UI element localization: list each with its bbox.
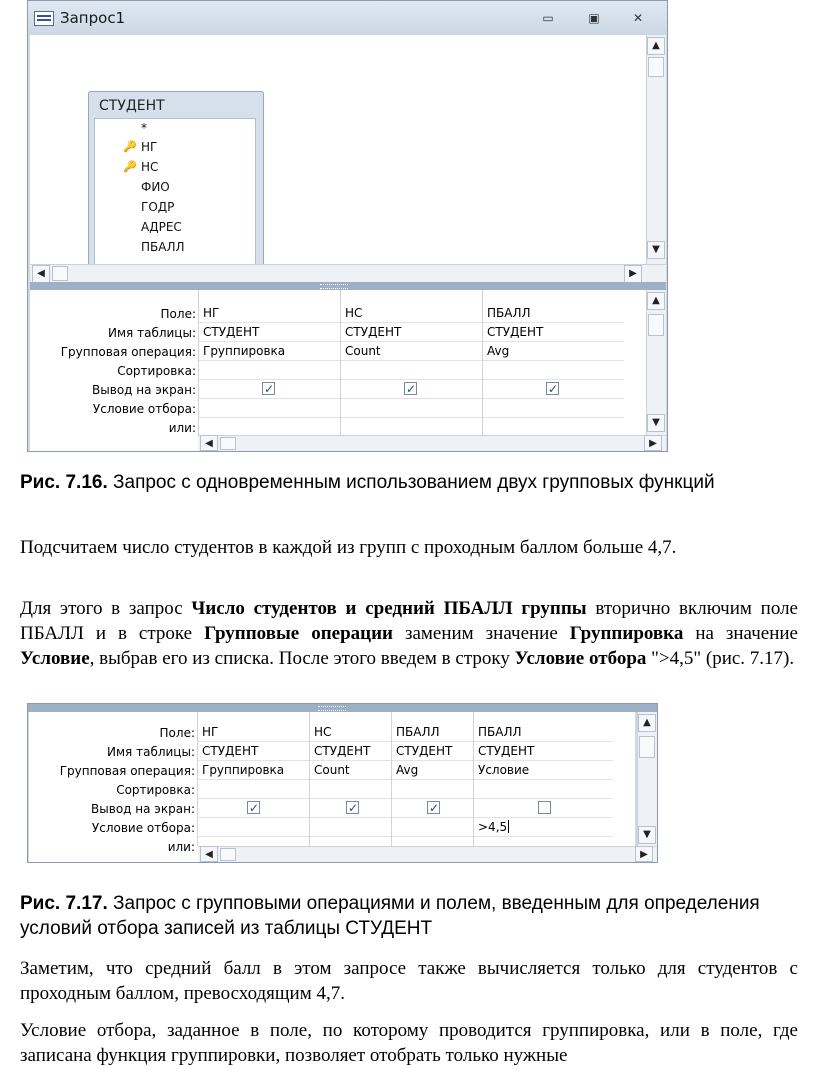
scroll-left-icon[interactable]: ◀	[200, 435, 218, 451]
paragraph	[20, 596, 798, 671]
key-icon: 🔑	[123, 160, 137, 173]
title-bar[interactable]	[28, 1, 667, 35]
row-label-show: Вывод на экран:	[92, 383, 196, 397]
cell-field[interactable]: ПБАЛЛ	[474, 723, 613, 742]
cell-criteria[interactable]	[198, 818, 309, 837]
field-item[interactable]: ГОДР	[141, 200, 175, 214]
show-checkbox[interactable]	[538, 801, 551, 814]
table-student[interactable]	[88, 91, 264, 271]
scroll-thumb[interactable]	[639, 736, 655, 758]
grid-column[interactable]	[473, 712, 613, 846]
table-design-area[interactable]	[30, 35, 646, 264]
cell-show	[483, 380, 624, 399]
grid-vertical-scrollbar[interactable]	[637, 712, 657, 846]
cell-sort[interactable]	[392, 780, 473, 799]
cell-field[interactable]: НС	[341, 304, 482, 323]
scroll-right-icon[interactable]: ▶	[644, 435, 662, 451]
cell-table[interactable]: СТУДЕНТ	[474, 742, 613, 761]
criteria-value[interactable]: >4,5	[478, 820, 508, 834]
row-label-sort: Сортировка:	[117, 364, 196, 378]
scroll-left-icon[interactable]: ◀	[200, 846, 218, 862]
cell-table[interactable]: СТУДЕНТ	[199, 323, 340, 342]
cell-sort[interactable]	[483, 361, 624, 380]
text-run: на значение	[683, 623, 798, 644]
show-checkbox[interactable]	[247, 801, 260, 814]
field-item[interactable]: ПБАЛЛ	[141, 240, 185, 254]
caption-number: Рис. 7.17.	[20, 893, 108, 914]
cell-show	[310, 799, 391, 818]
cell-field[interactable]: НС	[310, 723, 391, 742]
scroll-up-icon[interactable]: ▲	[647, 292, 665, 310]
text-run-bold: Условие	[20, 648, 90, 669]
row-label-group: Групповая операция:	[59, 764, 195, 778]
field-item[interactable]: ФИО	[141, 180, 170, 194]
cell-show	[341, 380, 482, 399]
scroll-thumb[interactable]	[52, 266, 68, 281]
text-cursor	[508, 820, 509, 833]
figure-caption-7-16	[20, 470, 800, 495]
cell-field[interactable]: НГ	[198, 723, 309, 742]
text-run-bold: Группировка	[569, 623, 684, 644]
cell-sort[interactable]	[199, 361, 340, 380]
row-label-table: Имя таблицы:	[108, 326, 196, 340]
scroll-up-icon[interactable]: ▲	[638, 714, 656, 732]
cell-show	[474, 799, 613, 818]
key-icon: 🔑	[123, 140, 137, 153]
text-run: Для этого в запрос	[20, 598, 192, 619]
field-item[interactable]: НС	[141, 160, 159, 174]
close-button[interactable]: ✕	[632, 11, 644, 25]
row-label-or: или:	[168, 421, 196, 435]
caption-text: Запрос с одновременным использованием двух групповых функций	[107, 472, 715, 493]
row-label-group: Групповая операция:	[60, 345, 196, 359]
scroll-left-icon[interactable]: ◀	[32, 265, 50, 283]
grid-column[interactable]	[309, 712, 391, 846]
row-label-sort: Сортировка:	[116, 783, 195, 797]
text-run-bold: Групповые операции	[204, 623, 393, 644]
grid-horizontal-scrollbar[interactable]	[198, 435, 666, 451]
cell-table[interactable]: СТУДЕНТ	[198, 742, 309, 761]
grid-row-labels	[29, 712, 195, 862]
text-run: ">4,5" (рис. 7.17).	[646, 648, 795, 669]
scroll-thumb[interactable]	[648, 57, 664, 77]
scroll-up-icon[interactable]: ▲	[647, 37, 665, 55]
cell-table[interactable]: СТУДЕНТ	[392, 742, 473, 761]
grid-vertical-scrollbar[interactable]	[646, 290, 666, 435]
scroll-down-icon[interactable]: ▼	[647, 414, 665, 432]
qbe-grid-window	[27, 703, 658, 863]
row-label-criteria: Условие отбора:	[92, 402, 196, 416]
cell-group[interactable]: Count	[341, 342, 482, 361]
grid-column[interactable]	[391, 712, 473, 846]
field-item[interactable]: АДРЕС	[141, 220, 182, 234]
restore-button[interactable]: ▣	[588, 11, 600, 25]
scroll-down-icon[interactable]: ▼	[638, 826, 656, 844]
field-item[interactable]: *	[141, 121, 147, 135]
show-checkbox[interactable]	[404, 382, 417, 395]
cell-group[interactable]: Avg	[483, 342, 624, 361]
cell-criteria[interactable]	[310, 818, 391, 837]
query-window	[27, 0, 668, 452]
cell-sort[interactable]	[310, 780, 391, 799]
paragraph: Подсчитаем число студентов в каждой из групп с проходным баллом больше 4,7.	[20, 537, 677, 558]
text-run: заменим значение	[392, 623, 570, 644]
grid-column[interactable]	[482, 290, 624, 435]
show-checkbox[interactable]	[346, 801, 359, 814]
show-checkbox[interactable]	[427, 801, 440, 814]
paragraph: Заметим, что средний балл в этом запросе также вычисляется только для студентов с проходным баллом, превосходящим 4,7.	[20, 958, 798, 1004]
text-run: , выбрав его из списка. После этого введем в строку	[89, 648, 515, 669]
cell-show	[199, 380, 340, 399]
qbe-grid[interactable]	[29, 712, 635, 862]
cell-sort[interactable]	[198, 780, 309, 799]
cell-table[interactable]: СТУДЕНТ	[341, 323, 482, 342]
cell-sort[interactable]	[341, 361, 482, 380]
grid-column[interactable]	[198, 290, 340, 435]
text-run: вторично включим поле ПБАЛЛ и в строке	[20, 598, 798, 644]
scroll-thumb[interactable]	[648, 314, 664, 336]
row-label-show: Вывод на экран:	[91, 802, 195, 816]
cell-criteria[interactable]	[483, 399, 624, 418]
cell-criteria[interactable]	[341, 399, 482, 418]
minimize-button[interactable]: ▭	[542, 11, 554, 25]
cell-group[interactable]: Группировка	[198, 761, 309, 780]
row-label-field: Поле:	[159, 726, 195, 740]
cell-group[interactable]: Avg	[392, 761, 473, 780]
cell-group[interactable]: Count	[310, 761, 391, 780]
grid-column[interactable]	[340, 290, 482, 435]
grid-horizontal-scrollbar[interactable]	[198, 846, 657, 862]
qbe-grid[interactable]	[30, 290, 646, 451]
figure-caption-7-17	[20, 891, 800, 941]
field-list[interactable]	[94, 118, 256, 266]
cell-show	[198, 799, 309, 818]
cell-criteria[interactable]	[199, 399, 340, 418]
vertical-scrollbar[interactable]	[646, 35, 666, 264]
table-name: СТУДЕНТ	[99, 98, 165, 114]
text-run-bold: Число студентов и средний ПБАЛЛ группы	[191, 598, 587, 619]
window-title: Запрос1	[60, 9, 126, 27]
scroll-down-icon[interactable]: ▼	[647, 241, 665, 259]
query-icon	[34, 11, 54, 26]
cell-criteria[interactable]	[474, 818, 613, 837]
pane-splitter[interactable]	[28, 704, 657, 712]
cell-show	[392, 799, 473, 818]
horizontal-scrollbar[interactable]	[30, 264, 666, 282]
pane-splitter[interactable]	[30, 282, 666, 290]
scroll-right-icon[interactable]: ▶	[624, 265, 642, 283]
row-label-table: Имя таблицы:	[107, 745, 195, 759]
row-label-criteria: Условие отбора:	[91, 821, 195, 835]
row-label-field: Поле:	[160, 307, 196, 321]
scroll-thumb[interactable]	[220, 437, 236, 450]
caption-number: Рис. 7.16.	[20, 472, 108, 493]
cell-criteria[interactable]	[392, 818, 473, 837]
cell-table[interactable]: СТУДЕНТ	[310, 742, 391, 761]
cell-field[interactable]: НГ	[199, 304, 340, 323]
grid-column[interactable]	[197, 712, 309, 846]
field-item[interactable]: НГ	[141, 140, 158, 154]
row-label-or: или:	[167, 840, 195, 854]
paragraph: Условие отбора, заданное в поле, по которому проводится группировка, или в поле, где записана функция группировки, позволяет отобрать только нужные	[20, 1020, 798, 1066]
scroll-right-icon[interactable]: ▶	[635, 846, 653, 862]
cell-sort[interactable]	[474, 780, 613, 799]
caption-text: Запрос с групповыми операциями и полем, введенным для определения условий отбора записей из таблицы СТУДЕНТ	[20, 893, 760, 939]
cell-table[interactable]: СТУДЕНТ	[483, 323, 624, 342]
cell-field[interactable]: ПБАЛЛ	[392, 723, 473, 742]
cell-field[interactable]: ПБАЛЛ	[483, 304, 624, 323]
scroll-thumb[interactable]	[220, 848, 236, 861]
grid-row-labels	[30, 290, 196, 451]
cell-group[interactable]: Условие	[474, 761, 613, 780]
show-checkbox[interactable]	[546, 382, 559, 395]
text-run-bold: Условие отбора	[514, 648, 647, 669]
cell-group[interactable]: Группировка	[199, 342, 340, 361]
show-checkbox[interactable]	[262, 382, 275, 395]
